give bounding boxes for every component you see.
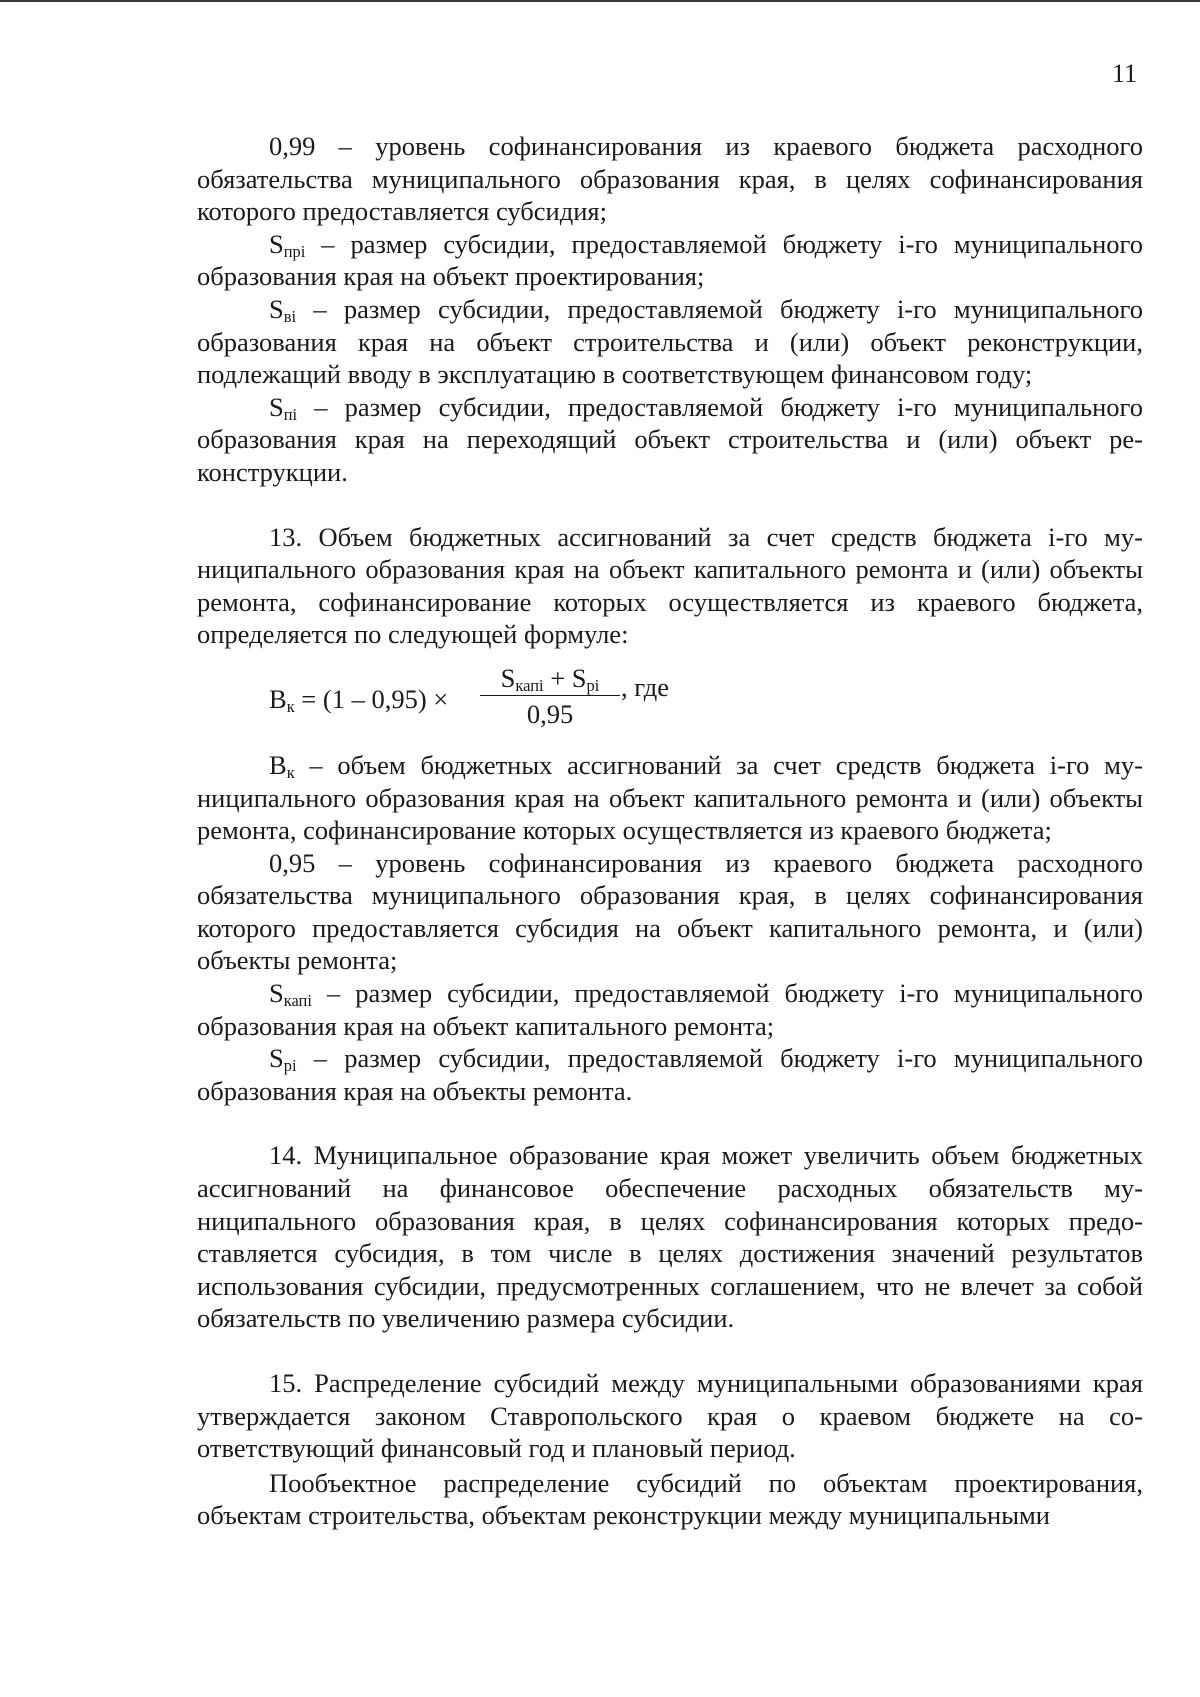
symbol-subscript: рi — [283, 1056, 297, 1076]
symbol-s: S — [269, 228, 284, 259]
paragraph-object-distribution: Пообъектное распределение субсидий по объектам проектирования, объектам строительства, объектам реконструкции между муниципальными — [197, 1467, 1143, 1531]
formula-symbol-b: В — [269, 683, 287, 714]
formula-bk — [197, 661, 1143, 741]
page-number: 11 — [1112, 59, 1138, 88]
formula-fraction — [480, 661, 620, 731]
formula-subscript-kapi: капi — [515, 676, 544, 695]
definition-text: – объем бюджетных ассигнований за счет средств бюджета i-го муниципального образования края на объект капитального ремонта и (или) объекты ремонта, софинансирование которых осуществляется из краевого бюджета; — [197, 749, 1143, 846]
paragraph-s-vi — [197, 293, 1143, 391]
formula-subscript-k: к — [286, 697, 295, 716]
symbol-subscript: к — [286, 763, 295, 782]
formula-multiplier: = (1 – 0,95) × — [294, 683, 449, 714]
paragraph-s-ri — [197, 1042, 1143, 1107]
symbol-subscript: вi — [283, 307, 297, 327]
paragraph-s-pi — [197, 391, 1143, 489]
formula-plus: + — [543, 662, 572, 693]
formula-subscript-ri: рi — [586, 676, 600, 695]
symbol-subscript: прi — [283, 241, 306, 261]
document-body — [197, 130, 1143, 1532]
symbol-subscript: капi — [283, 991, 312, 1011]
paragraph-spacer — [197, 1335, 1143, 1367]
symbol-s: S — [269, 1043, 284, 1074]
paragraph-spacer — [197, 1107, 1143, 1139]
definition-text: – размер субсидии, предоставляемой бюджету i-го муниципального образования края на объект проектирования; — [197, 228, 1143, 292]
definition-text: – размер субсидии, предоставляемой бюджету i-го муниципального образования края на объект капитального ремонта; — [197, 978, 1143, 1041]
definition-text: – размер субсидии, предоставляемой бюджету i-го муниципального образования края на объект строительства и (или) объект реконструкции, подлежащий вводу в эксплуатацию в соответствующем финансовом году; — [197, 293, 1143, 390]
paragraph-s-kapi — [197, 977, 1143, 1042]
symbol-s: S — [269, 391, 284, 422]
fraction-bar — [480, 695, 620, 697]
symbol-s: S — [269, 293, 284, 324]
definition-text: – размер субсидии, предоставляемой бюджету i-го муниципального образования края на объекты ремонта. — [197, 1043, 1143, 1106]
paragraph-cofinancing-099: 0,99 – уровень софинансирования из краевого бюджета расходного обязательства муниципального образования края, в целях софинансирования которого предоставляется субсидия; — [197, 131, 1143, 227]
paragraph-s-pri — [197, 228, 1143, 293]
formula-symbol-s: S — [571, 662, 587, 693]
paragraph-spacer — [197, 489, 1143, 521]
formula-denominator: 0,95 — [526, 699, 574, 730]
formula-left-side — [269, 683, 448, 716]
paragraph-section-15: 15. Распределение субсидий между муниципальными образованиями края утверждается законом Ставропольского края о краевом бюджете на соответствующий финансовый год и плановый период. — [197, 1368, 1143, 1464]
symbol-b: В — [269, 749, 287, 780]
paragraph-section-13: 13. Объем бюджетных ассигнований за счет средств бюджета i-го муниципального образования края на объект капитального ремонта и (или) объекты ремонта, софинансирование которых осуществляется из краевого бюджета, определяется по следующей формуле: — [197, 521, 1143, 650]
paragraph-bk — [197, 749, 1143, 847]
definition-text: – размер субсидии, предоставляемой бюджету i-го муниципального образования края на переходящий объект строительства и (или) объект реконструкции. — [197, 391, 1143, 487]
symbol-subscript: пi — [283, 404, 298, 424]
paragraph-section-14: 14. Муниципальное образование края может увеличить объем бюджетных ассигнований на финансовое обеспечение расходных обязательств муниципального образования края, в целях софинансирования которых предоставляется субсидия, в том числе в целях достижения значений результатов использования субсидии, предусмотренных соглашением, что не влечет за собой обязательств по увеличению размера субсидии. — [197, 1140, 1143, 1334]
symbol-s: S — [269, 978, 284, 1009]
formula-tail: , где — [621, 671, 670, 702]
formula-symbol-s: S — [500, 662, 516, 693]
paragraph-cofinancing-095: 0,95 – уровень софинансирования из краевого бюджета расходного обязательства муниципального образования края, в целях софинансирования которого предоставляется субсидия на объект капитального ремонта, и (или) объекты ремонта; — [197, 847, 1143, 976]
formula-numerator — [480, 661, 620, 695]
